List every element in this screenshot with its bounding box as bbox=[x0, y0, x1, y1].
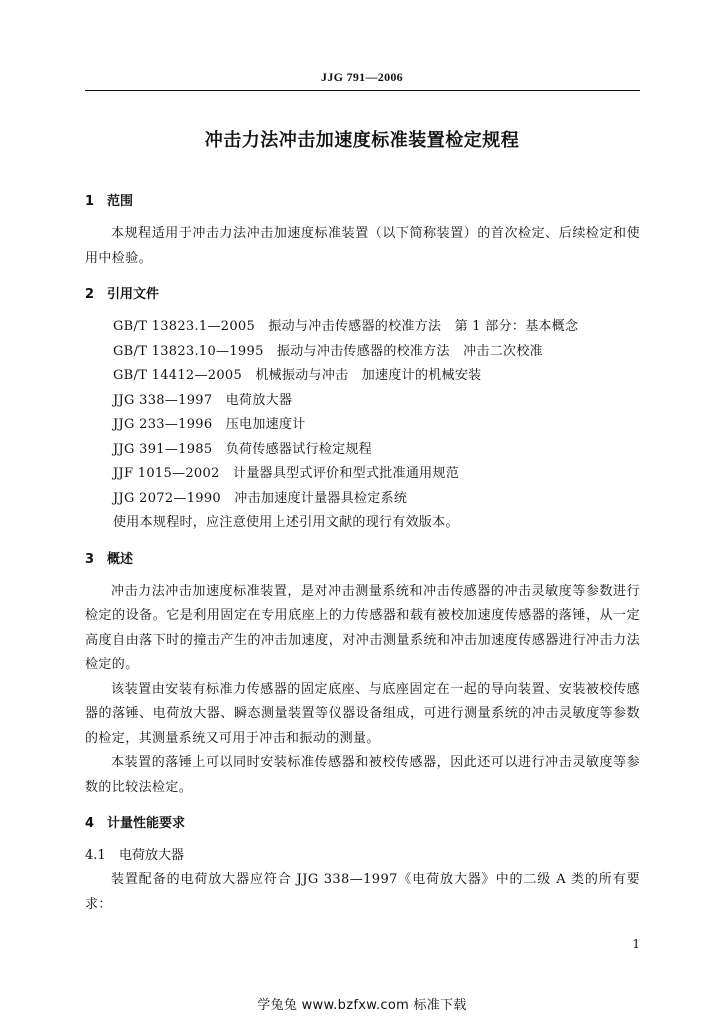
reference-item: JJG 233—1996 压电加速度计 bbox=[113, 417, 306, 432]
overview-paragraph: 冲击力法冲击加速度标准装置，是对冲击测量系统和冲击传感器的冲击灵敏度等参数进行检定的设备。它是利用固定在专用底座上的力传感器和载有被校加速度传感器的落锤，从一定高度自由落下时的撞击产生的冲击加速度，对冲击测量系统和冲击加速度传感器进行冲击力法检定的。 bbox=[85, 583, 640, 672]
reference-item: GB/T 14412—2005 机械振动与冲击 加速度计的机械安装 bbox=[113, 368, 482, 383]
reference-list bbox=[85, 315, 640, 536]
section-title: 引用文件 bbox=[107, 287, 160, 302]
reference-item: JJF 1015—2002 计量器具型式评价和型式批准通用规范 bbox=[113, 466, 460, 481]
section-heading-metrology-requirements bbox=[85, 812, 640, 836]
overview-paragraph: 本装置的落锤上可以同时安装标准传感器和被校传感器，因此还可以进行冲击灵敏度等参数的比较法检定。 bbox=[85, 755, 640, 795]
section-title: 范围 bbox=[107, 194, 134, 209]
subsection-number: 4.1 bbox=[85, 848, 106, 863]
scope-paragraph: 本规程适用于冲击力法冲击加速度标准装置（以下简称装置）的首次检定、后续检定和使用中检验。 bbox=[85, 226, 640, 266]
charge-amplifier-paragraph: 装置配备的电荷放大器应符合 JJG 338—1997《电荷放大器》中的二级 A 类的所有要求： bbox=[85, 872, 640, 912]
overview-paragraph: 该装置由安装有标准力传感器的固定底座、与底座固定在一起的导向装置、安装被校传感器的落锤、电荷放大器、瞬态测量装置等仪器设备组成，可进行测量系统的冲击灵敏度等参数的检定，其测量系统又可用于冲击和振动的测量。 bbox=[85, 681, 640, 746]
section-heading-scope bbox=[85, 190, 640, 214]
document-body bbox=[85, 190, 640, 917]
reference-note: 使用本规程时，应注意使用上述引用文献的现行有效版本。 bbox=[113, 515, 459, 530]
section-title: 计量性能要求 bbox=[107, 816, 186, 831]
section-number: 2 bbox=[85, 287, 95, 302]
section-number: 1 bbox=[85, 194, 95, 209]
section-heading-references bbox=[85, 283, 640, 307]
reference-item: JJG 391—1985 负荷传感器试行检定规程 bbox=[113, 441, 373, 457]
reference-item: JJG 2072—1990 冲击加速度计量器具检定系统 bbox=[113, 490, 408, 506]
standard-code-header: JJG 791—2006 bbox=[321, 70, 403, 84]
reference-item: GB/T 13823.10—1995 振动与冲击传感器的校准方法 冲击二次校准 bbox=[113, 343, 543, 359]
subsection-heading-charge-amplifier bbox=[85, 844, 640, 868]
reference-item: GB/T 13823.1—2005 振动与冲击传感器的校准方法 第 1 部分：基本概念 bbox=[113, 319, 579, 334]
section-number: 3 bbox=[85, 551, 95, 567]
header-divider bbox=[85, 90, 640, 91]
section-title: 概述 bbox=[107, 551, 134, 567]
subsection-title: 电荷放大器 bbox=[119, 848, 185, 863]
page-number: 1 bbox=[632, 937, 640, 951]
footer-watermark: 学兔兔 www.bzfxw.com 标准下载 bbox=[257, 998, 467, 1013]
section-heading-overview bbox=[85, 548, 640, 572]
reference-item: JJG 338—1997 电荷放大器 bbox=[113, 392, 293, 408]
page-title: 冲击力法冲击加速度标准装置检定规程 bbox=[204, 130, 520, 151]
section-number: 4 bbox=[85, 816, 95, 831]
